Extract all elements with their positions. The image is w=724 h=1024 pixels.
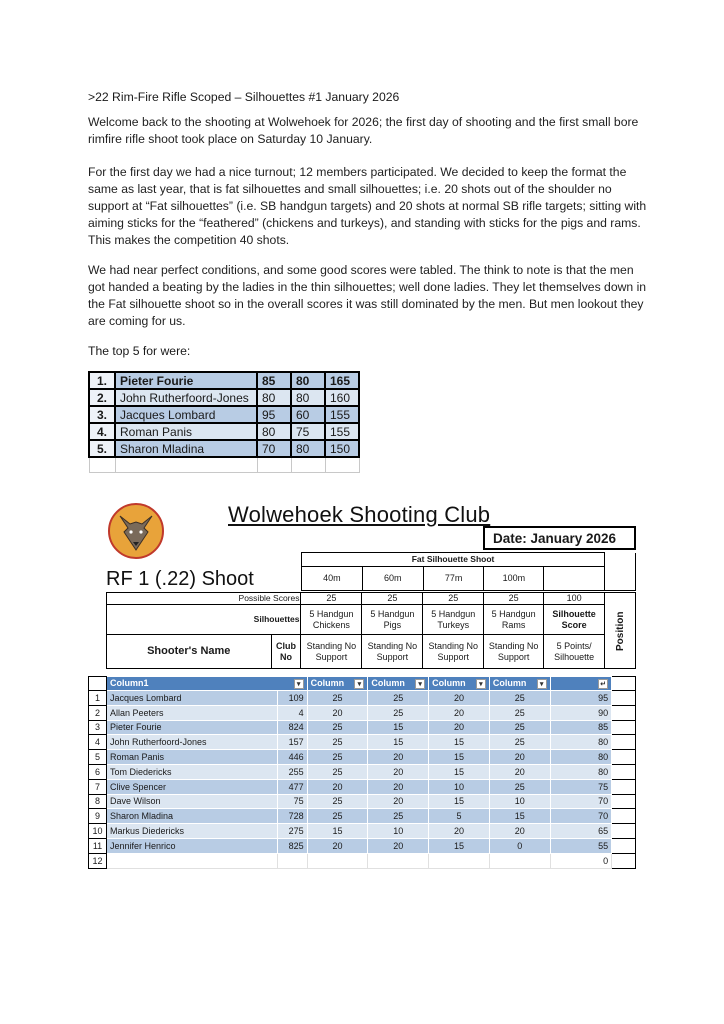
position-cell <box>612 853 636 868</box>
score-cell: 25 <box>489 735 550 750</box>
score-cell: 25 <box>489 779 550 794</box>
stance-label: Standing No Support <box>362 635 423 669</box>
row-number: 8 <box>89 794 107 809</box>
top5-a: 85 <box>257 372 291 389</box>
table-row <box>89 764 636 779</box>
stance-label: 5 Points/ Silhouette <box>544 635 605 669</box>
shooter-name: Jacques Lombard <box>106 691 277 706</box>
top5-total: 155 <box>325 423 359 440</box>
row-number: 3 <box>89 720 107 735</box>
row-number: 6 <box>89 764 107 779</box>
shooter-name: Markus Diedericks <box>106 824 277 839</box>
score-cell: 20 <box>368 838 429 853</box>
score-cell: 20 <box>429 705 490 720</box>
possible-score: 25 <box>484 593 544 605</box>
club-logo-icon <box>106 502 166 560</box>
distance-label: 77m <box>423 567 484 591</box>
shooter-name: Clive Spencer <box>106 779 277 794</box>
total-score: 75 <box>550 779 611 794</box>
score-cell: 20 <box>429 691 490 706</box>
distance-label <box>544 567 605 591</box>
shooter-name: Allan Peeters <box>106 705 277 720</box>
club-no-header: Club No <box>271 635 301 669</box>
top5-intro: The top 5 for were: <box>88 344 191 358</box>
score-cell: 10 <box>429 779 490 794</box>
paragraph-welcome: Welcome back to the shooting at Wolwehoek for 2026; the first day of shooting and the first small bore rimfire rifle shoot took place on Saturday 10 January. <box>88 115 639 146</box>
column-header: Column <box>492 678 527 688</box>
score-cell: 20 <box>368 750 429 765</box>
column-header-row <box>89 677 636 691</box>
score-cell: 25 <box>489 705 550 720</box>
score-cell <box>307 853 368 868</box>
row-number: 5 <box>89 750 107 765</box>
shooter-name: John Rutherfoord-Jones <box>106 735 277 750</box>
row-number: 2 <box>89 705 107 720</box>
score-cell: 15 <box>368 735 429 750</box>
column-header: Column1 <box>109 678 149 688</box>
position-cell <box>612 720 636 735</box>
score-cell: 15 <box>368 720 429 735</box>
score-cell: 20 <box>489 750 550 765</box>
top5-b: 80 <box>291 440 325 457</box>
filter-dropdown-icon[interactable]: ▾ <box>354 679 364 689</box>
top5-a: 95 <box>257 406 291 423</box>
target-label: 5 Handgun Rams <box>484 605 544 635</box>
score-cell: 15 <box>429 750 490 765</box>
club-number: 255 <box>277 764 307 779</box>
score-cell: 25 <box>368 705 429 720</box>
shooter-name: Roman Panis <box>106 750 277 765</box>
club-number: 477 <box>277 779 307 794</box>
score-cell: 5 <box>429 809 490 824</box>
top5-rank: 4. <box>89 423 115 440</box>
total-score: 65 <box>550 824 611 839</box>
table-row <box>89 750 636 765</box>
possible-score: 25 <box>301 593 362 605</box>
possible-score: 100 <box>544 593 605 605</box>
top5-name: Pieter Fourie <box>115 372 257 389</box>
total-score: 80 <box>550 735 611 750</box>
position-header: Position <box>605 593 636 669</box>
club-number: 728 <box>277 809 307 824</box>
stance-label: Standing No Support <box>484 635 544 669</box>
score-cell: 25 <box>368 809 429 824</box>
table-row <box>89 735 636 750</box>
club-number: 275 <box>277 824 307 839</box>
score-cell: 25 <box>307 809 368 824</box>
total-score: 70 <box>550 809 611 824</box>
top5-row <box>89 389 359 406</box>
filter-dropdown-icon[interactable]: ▾ <box>415 679 425 689</box>
position-cell <box>612 735 636 750</box>
top5-name: Sharon Mladina <box>115 440 257 457</box>
top5-a: 80 <box>257 389 291 406</box>
score-cell: 20 <box>307 705 368 720</box>
score-cell: 20 <box>429 824 490 839</box>
possible-scores-label: Possible Scores <box>107 593 301 605</box>
top5-b: 75 <box>291 423 325 440</box>
top5-name: Jacques Lombard <box>115 406 257 423</box>
top5-total: 155 <box>325 406 359 423</box>
score-cell <box>489 853 550 868</box>
results-table <box>88 676 636 869</box>
top5-b: 60 <box>291 406 325 423</box>
total-score: 70 <box>550 794 611 809</box>
table-row <box>89 720 636 735</box>
score-cell: 15 <box>429 764 490 779</box>
silhouettes-label: Silhouettes <box>107 605 301 635</box>
score-cell <box>368 853 429 868</box>
score-cell: 25 <box>368 691 429 706</box>
top5-blank-row <box>89 457 359 472</box>
score-cell: 25 <box>307 764 368 779</box>
date-box: Date: January 2026 <box>483 526 636 550</box>
club-number <box>277 853 307 868</box>
table-row <box>89 705 636 720</box>
club-number: 4 <box>277 705 307 720</box>
top5-name: Roman Panis <box>115 423 257 440</box>
distance-label: 40m <box>302 567 363 591</box>
target-label: 5 Handgun Chickens <box>301 605 362 635</box>
position-cell <box>612 705 636 720</box>
top5-rank: 3. <box>89 406 115 423</box>
row-number: 7 <box>89 779 107 794</box>
top5-row <box>89 440 359 457</box>
row-number: 12 <box>89 853 107 868</box>
total-score: 80 <box>550 764 611 779</box>
top5-b: 80 <box>291 372 325 389</box>
club-number: 157 <box>277 735 307 750</box>
top5-b: 80 <box>291 389 325 406</box>
table-row <box>89 779 636 794</box>
position-cell <box>612 779 636 794</box>
score-cell: 25 <box>307 720 368 735</box>
target-label: 5 Handgun Pigs <box>362 605 423 635</box>
total-score: 80 <box>550 750 611 765</box>
target-label: Silhouette Score <box>544 605 605 635</box>
total-score: 95 <box>550 691 611 706</box>
score-cell: 20 <box>368 764 429 779</box>
distance-label: 60m <box>362 567 423 591</box>
position-cell <box>612 824 636 839</box>
score-cell: 25 <box>307 750 368 765</box>
score-cell: 25 <box>489 720 550 735</box>
table-row <box>89 824 636 839</box>
shooter-name: Tom Diedericks <box>106 764 277 779</box>
score-cell: 25 <box>307 691 368 706</box>
top5-rank: 1. <box>89 372 115 389</box>
total-score: 85 <box>550 720 611 735</box>
club-number: 75 <box>277 794 307 809</box>
score-cell: 20 <box>307 779 368 794</box>
top5-row <box>89 406 359 423</box>
top5-rank: 2. <box>89 389 115 406</box>
filter-dropdown-icon[interactable]: ▾ <box>294 679 304 689</box>
position-cell <box>612 750 636 765</box>
top5-row <box>89 423 359 440</box>
row-number: 9 <box>89 809 107 824</box>
shooter-name: Pieter Fourie <box>106 720 277 735</box>
position-cell <box>612 691 636 706</box>
filter-dropdown-icon[interactable]: ▾ <box>537 679 547 689</box>
article-heading: >22 Rim-Fire Rifle Scoped – Silhouettes #1 January 2026 <box>88 90 400 104</box>
table-row <box>89 809 636 824</box>
shooter-name <box>106 853 277 868</box>
shooter-name: Jennifer Henrico <box>106 838 277 853</box>
top5-table <box>88 371 360 473</box>
paragraph-turnout: For the first day we had a nice turnout; 12 members participated. We decided to keep the format the same as last year, that is fat silhouettes and small silhouettes; i.e. 20 shots out of the shoulder no support at “Fat silhouettes” (i.e. SB handgun targets) and 20 shots at normal SB rifle targets; sitting with aiming sticks for the “feathered” (chickens and turkeys), and standing with sticks for the pigs and rams. This makes the competition 40 shots. <box>88 165 647 247</box>
club-number: 825 <box>277 838 307 853</box>
possible-score: 25 <box>423 593 484 605</box>
top5-total: 150 <box>325 440 359 457</box>
total-score: 90 <box>550 705 611 720</box>
stance-label: Standing No Support <box>301 635 362 669</box>
score-cell: 20 <box>368 794 429 809</box>
position-cell <box>612 764 636 779</box>
score-cell: 15 <box>429 794 490 809</box>
score-cell: 20 <box>489 824 550 839</box>
distance-label: 100m <box>484 567 544 591</box>
score-cell: 0 <box>489 838 550 853</box>
score-cell: 15 <box>429 838 490 853</box>
club-title: Wolwehoek Shooting Club <box>228 502 491 527</box>
enter-icon[interactable]: ↵ <box>598 679 608 689</box>
score-cell: 20 <box>429 720 490 735</box>
top5-total: 165 <box>325 372 359 389</box>
row-number: 4 <box>89 735 107 750</box>
position-cell <box>612 809 636 824</box>
group-header: Fat Silhouette Shoot <box>302 553 605 567</box>
club-number: 824 <box>277 720 307 735</box>
scoresheet <box>88 496 636 868</box>
total-score: 55 <box>550 838 611 853</box>
club-number: 109 <box>277 691 307 706</box>
column-header: Column <box>371 678 405 688</box>
row-number: 11 <box>89 838 107 853</box>
shooter-name: Dave Wilson <box>106 794 277 809</box>
paragraph-conditions: We had near perfect conditions, and some good scores were tabled. The think to note is that the men got handed a beating by the ladies in the thin silhouettes; well done ladies. They let themselves down in the Fat silhouette shoot so in the overall scores it was still dominated by the men. But men lookout they are coming for us. <box>88 263 647 328</box>
table-row <box>89 838 636 853</box>
score-cell: 20 <box>307 838 368 853</box>
shoot-title: RF 1 (.22) Shoot <box>106 568 254 590</box>
score-cell: 15 <box>489 809 550 824</box>
filter-dropdown-icon[interactable]: ▾ <box>476 679 486 689</box>
score-cell: 15 <box>307 824 368 839</box>
score-cell: 20 <box>368 779 429 794</box>
score-cell: 25 <box>489 691 550 706</box>
top5-rank: 5. <box>89 440 115 457</box>
top5-total: 160 <box>325 389 359 406</box>
row-number: 1 <box>89 691 107 706</box>
total-score: 0 <box>550 853 611 868</box>
column-header: Column <box>432 678 466 688</box>
score-cell: 10 <box>368 824 429 839</box>
possible-score: 25 <box>362 593 423 605</box>
stance-label: Standing No Support <box>423 635 484 669</box>
score-cell: 25 <box>307 735 368 750</box>
header-main <box>106 592 636 669</box>
column-header: Column <box>310 678 345 688</box>
top5-a: 80 <box>257 423 291 440</box>
header-distances <box>301 552 636 591</box>
score-cell: 15 <box>429 735 490 750</box>
shooter-name: Sharon Mladina <box>106 809 277 824</box>
score-cell <box>429 853 490 868</box>
score-cell: 20 <box>489 764 550 779</box>
row-number: 10 <box>89 824 107 839</box>
position-cell <box>612 794 636 809</box>
table-row <box>89 691 636 706</box>
club-number: 446 <box>277 750 307 765</box>
target-label: 5 Handgun Turkeys <box>423 605 484 635</box>
top5-name: John Rutherfoord-Jones <box>115 389 257 406</box>
top5-row <box>89 372 359 389</box>
table-row <box>89 794 636 809</box>
table-row <box>89 853 636 868</box>
position-cell <box>612 838 636 853</box>
score-cell: 10 <box>489 794 550 809</box>
score-cell: 25 <box>307 794 368 809</box>
shooter-name-header: Shooter's Name <box>107 635 272 669</box>
top5-a: 70 <box>257 440 291 457</box>
